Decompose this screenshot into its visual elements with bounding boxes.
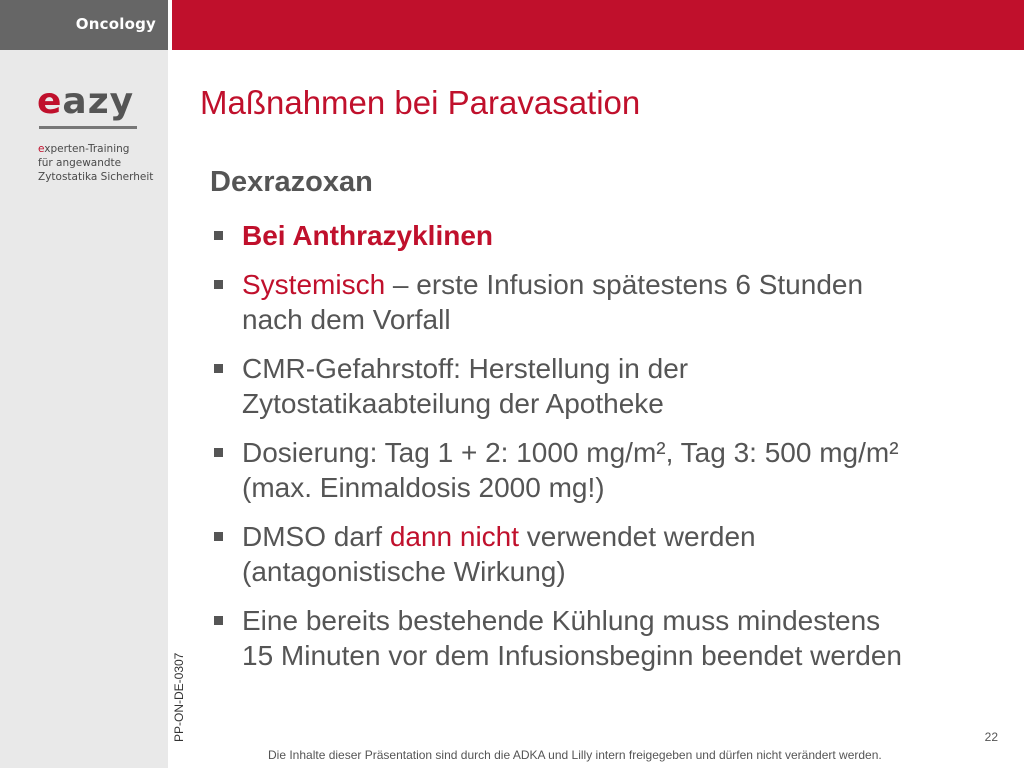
bullet-marker-icon (214, 364, 223, 373)
logo-tagline: experten-Training für angewandte Zytostatika Sicherheit (38, 143, 154, 183)
bullet-item: DMSO darf dann nicht verwendet werden (antagonistische Wirkung) (212, 519, 1002, 589)
logo-underline (39, 126, 137, 129)
header-bar (172, 0, 1024, 50)
oncology-label: Oncology (75, 15, 156, 33)
bullet-marker-icon (214, 532, 223, 541)
eazy-logo (37, 82, 157, 182)
bullet-list (212, 218, 1002, 687)
slide-title: Maßnahmen bei Paravasation (200, 84, 641, 121)
bullet-item: CMR-Gefahrstoff: Herstellung in der Zytostatikaabteilung der Apotheke (212, 351, 1002, 421)
bullet-marker-icon (214, 616, 223, 625)
bullet-marker-icon (214, 280, 223, 289)
page-number: 22 (984, 730, 998, 744)
bullet-item: Bei Anthrazyklinen (212, 218, 1002, 253)
bullet-item: Dosierung: Tag 1 + 2: 1000 mg/m², Tag 3: 500 mg/m² (max. Einmaldosis 2000 mg!) (212, 435, 1002, 505)
oncology-tab (0, 0, 168, 50)
bullet-item: Eine bereits bestehende Kühlung muss mindestens 15 Minuten vor dem Infusionsbeginn beendet werden (212, 603, 1002, 673)
slide-subtitle: Dexrazoxan (210, 166, 373, 198)
footer-disclaimer: Die Inhalte dieser Präsentation sind durch die ADKA und Lilly intern freigegeben und dürfen nicht verändert werden. (268, 748, 882, 762)
logo-wordmark: eazy (37, 81, 135, 122)
bullet-marker-icon (214, 448, 223, 457)
document-code: PP-ON-DE-0307 (172, 652, 186, 742)
bullet-item: Systemisch – erste Infusion spätestens 6 Stunden nach dem Vorfall (212, 267, 1002, 337)
bullet-marker-icon (214, 231, 223, 240)
